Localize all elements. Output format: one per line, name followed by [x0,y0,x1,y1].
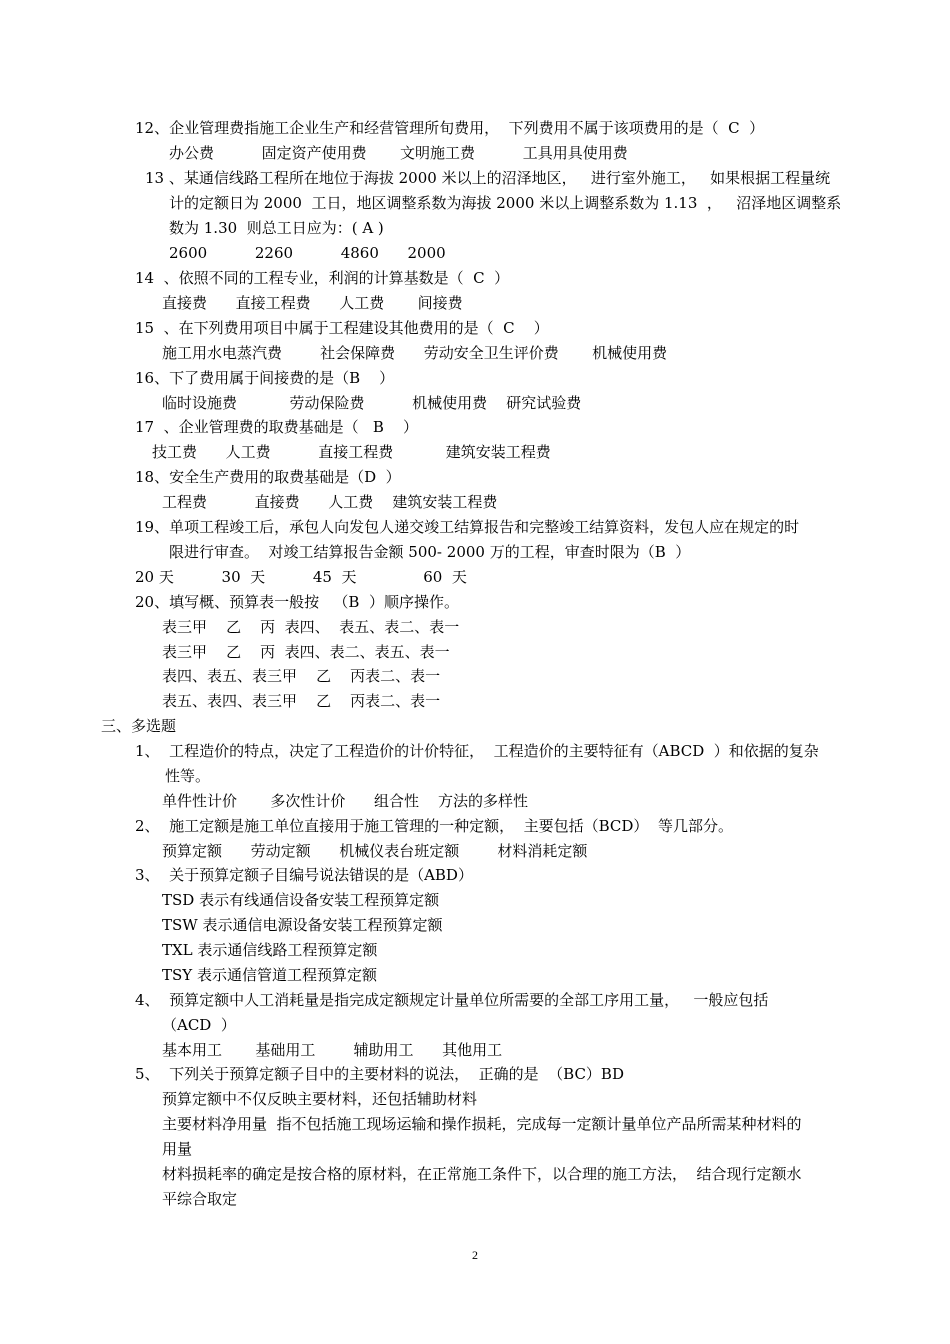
page-number: 2 [472,1248,478,1262]
q17-text: 17 、企业管理费的取费基础是（ B ） [135,418,419,436]
mq1-text-cont: 性等。 [165,767,211,785]
q14-text: 14 、依照不同的工程专业，利润的计算基数是（ C ） [135,269,510,287]
q13-text: 13 、某通信线路工程所在地位于海拔 2000 米以上的沼泽地区， 进行室外施工， 如果根据工程量统 [145,169,831,187]
q20-option: 表三甲 乙 丙 表四、 表五、表二、表一 [162,618,460,636]
q13-options: 2600 2260 4860 2000 [169,244,446,262]
q15-text: 15 、在下列费用项目中属于工程建设其他费用的是（ C ） [135,319,549,337]
mq5-option-cont: 用量 [162,1140,193,1158]
mq4-options: 基本用工 基础用工 辅助用工 其他用工 [162,1041,503,1059]
q16-options: 临时设施费 劳动保险费 机械使用费 研究试验费 [162,394,582,412]
mq5-text: 5、 下列关于预算定额子目中的主要材料的说法， 正确的是 （BC）BD [135,1065,624,1083]
q19-options: 20 天 30 天 45 天 60 天 [135,568,467,586]
mq5-option-cont: 平综合取定 [162,1190,238,1208]
mq3-option: TXL 表示通信线路工程预算定额 [162,941,378,959]
mq1-options: 单件性计价 多次性计价 组合性 方法的多样性 [162,792,529,810]
q13-text-cont: 数为 1.30 则总工日应为：( A ) [169,219,384,237]
mq3-option: TSY 表示通信管道工程预算定额 [162,966,377,984]
q12-text: 12、企业管理费指施工企业生产和经营管理所旬费用， 下列费用不属于该项费用的是（ C ） [135,119,765,137]
mq3-option: TSD 表示有线通信设备安装工程预算定额 [162,891,440,909]
mq5-option: 预算定额中不仅反映主要材料，还包括辅助材料 [162,1090,478,1108]
q20-option: 表三甲 乙 丙 表四、表二、表五、表一 [162,643,450,661]
q19-text: 19、单项工程竣工后，承包人向发包人递交竣工结算报告和完整竣工结算资料，发包人应在规定的时 [135,518,800,536]
q18-text: 18、安全生产费用的取费基础是（D ） [135,468,401,486]
mq2-text: 2、 施工定额是施工单位直接用于施工管理的一种定额， 主要包括（BCD） 等几部分。 [135,817,733,835]
q19-text-cont: 限进行审查。 对竣工结算报告金额 500- 2000 万的工程，审查时限为（B ） [169,543,691,561]
mq4-text-cont: （ACD ） [162,1016,236,1034]
section-heading: 三、多选题 [101,717,177,735]
q16-text: 16、下了费用属于间接费的是（B ） [135,369,395,387]
mq3-text: 3、 关于预算定额子目编号说法错误的是（ABD） [135,866,473,884]
mq5-option: 主要材料净用量 指不包括施工现场运输和操作损耗，完成每一定额计量单位产品所需某种材料的 [162,1115,802,1133]
mq2-options: 预算定额 劳动定额 机械仪表台班定额 材料消耗定额 [162,842,588,860]
q17-options: 技工费 人工费 直接工程费 建筑安装工程费 [152,443,551,461]
q20-option: 表五、表四、表三甲 乙 丙表二、表一 [162,692,441,710]
mq5-option: 材料损耗率的确定是按合格的原材料，在正常施工条件下，以合理的施工方法， 结合现行定额水 [162,1165,802,1183]
q15-options: 施工用水电蒸汽费 社会保障费 劳动安全卫生评价费 机械使用费 [162,344,668,362]
mq3-option: TSW 表示通信电源设备安装工程预算定额 [162,916,443,934]
q18-options: 工程费 直接费 人工费 建筑安装工程费 [162,493,498,511]
q13-text-cont: 计的定额日为 2000 工日，地区调整系数为海拔 2000 米以上调整系数为 1.13 ， 沼泽地区调整系 [169,194,842,212]
q14-options: 直接费 直接工程费 人工费 间接费 [162,294,463,312]
mq1-text: 1、 工程造价的特点，决定了工程造价的计价特征， 工程造价的主要特征有（ABCD ）和依据的复杂 [135,742,819,760]
q20-text: 20、填写概、预算表一般按 （B ）顺序操作。 [135,593,459,611]
q20-option: 表四、表五、表三甲 乙 丙表二、表一 [162,667,441,685]
q12-options: 办公费 固定资产使用费 文明施工费 工具用具使用费 [169,144,628,162]
mq4-text: 4、 预算定额中人工消耗量是指完成定额规定计量单位所需要的全部工序用工量， 一般应包括 [135,991,769,1009]
